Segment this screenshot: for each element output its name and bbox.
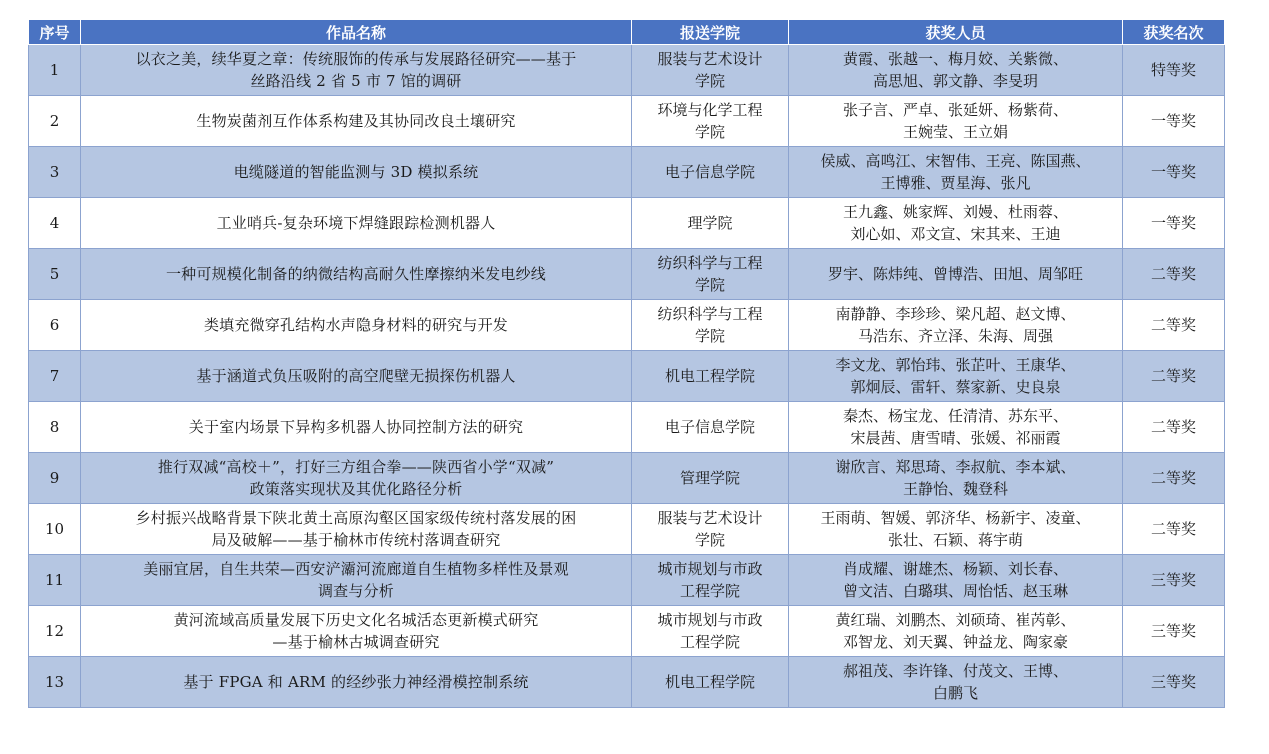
cell-title-text: 黄河流域高质量发展下历史文化名城活态更新模式研究 —基于榆林古城调查研究 (173, 611, 539, 651)
cell-rank (1123, 504, 1225, 555)
cell-title (81, 606, 632, 657)
cell-members (789, 45, 1123, 96)
cell-members-text: 郝祖茂、李许锋、付茂文、王博、 白鹏飞 (842, 662, 1068, 702)
cell-college-text: 城市规划与市政 工程学院 (657, 560, 763, 600)
cell-title-text: 一种可规模化制备的纳微结构高耐久性摩擦纳米发电纱线 (165, 265, 546, 283)
cell-rank (1123, 45, 1225, 96)
header-title: 作品名称 (81, 20, 632, 45)
cell-college (632, 249, 789, 300)
cell-title-text: 工业哨兵-复杂环境下焊缝跟踪检测机器人 (216, 214, 496, 232)
cell-members (789, 249, 1123, 300)
cell-rank-text: 特等奖 (1150, 61, 1196, 79)
cell-members-text: 黄红瑞、刘鹏杰、刘硕琦、崔芮彰、 邓智龙、刘天翼、钟益龙、陶家豪 (835, 611, 1076, 651)
cell-college (632, 453, 789, 504)
cell-college (632, 96, 789, 147)
cell-rank (1123, 657, 1225, 708)
cell-rank-text: 三等奖 (1150, 571, 1196, 589)
cell-rank (1123, 351, 1225, 402)
cell-rank (1123, 147, 1225, 198)
cell-title (81, 198, 632, 249)
cell-num (29, 96, 81, 147)
cell-college-text: 服装与艺术设计 学院 (657, 509, 763, 549)
cell-title-text: 以衣之美，续华夏之章：传统服饰的传承与发展路径研究——基于 丝路沿线 2 省 5 市 7 馆的调研 (135, 50, 577, 90)
table-row (29, 555, 1225, 606)
cell-rank (1123, 555, 1225, 606)
cell-title (81, 96, 632, 147)
cell-college-text: 机电工程学院 (664, 367, 755, 385)
table-row (29, 657, 1225, 708)
cell-title-text: 乡村振兴战略背景下陕北黄土高原沟壑区国家级传统村落发展的困 局及破解——基于榆林市传统村落调查研究 (135, 509, 577, 549)
cell-title (81, 249, 632, 300)
cell-college-text: 机电工程学院 (664, 673, 755, 691)
cell-rank-text: 三等奖 (1150, 673, 1196, 691)
cell-title (81, 555, 632, 606)
cell-college-text: 环境与化学工程 学院 (657, 101, 763, 141)
table-body (29, 45, 1225, 708)
cell-members (789, 657, 1123, 708)
cell-college-text: 城市规划与市政 工程学院 (657, 611, 763, 651)
cell-college (632, 351, 789, 402)
cell-num-text: 5 (49, 265, 60, 283)
table-row (29, 198, 1225, 249)
cell-college-text: 管理学院 (679, 469, 740, 487)
table-row (29, 606, 1225, 657)
cell-rank-text: 二等奖 (1150, 316, 1196, 334)
cell-num-text: 8 (49, 418, 60, 436)
cell-title (81, 300, 632, 351)
cell-num (29, 351, 81, 402)
cell-members-text: 李文龙、郭怡玮、张芷叶、王康华、 郭炯辰、雷轩、蔡家新、史良泉 (835, 356, 1076, 396)
cell-num-text: 13 (44, 673, 65, 691)
cell-members-text: 张子言、严卓、张延妍、杨紫荷、 王婉莹、王立娟 (842, 101, 1068, 141)
cell-members (789, 453, 1123, 504)
cell-num (29, 198, 81, 249)
cell-rank-text: 一等奖 (1150, 112, 1196, 130)
cell-members (789, 198, 1123, 249)
cell-title-text: 关于室内场景下异构多机器人协同控制方法的研究 (188, 418, 524, 436)
cell-college (632, 147, 789, 198)
cell-num (29, 555, 81, 606)
cell-rank (1123, 198, 1225, 249)
header-college: 报送学院 (632, 20, 789, 45)
cell-rank (1123, 249, 1225, 300)
cell-rank (1123, 606, 1225, 657)
cell-college-text: 服装与艺术设计 学院 (657, 50, 763, 90)
cell-members-text: 秦杰、杨宝龙、任清清、苏东平、 宋晨茜、唐雪晴、张媛、祁丽霞 (842, 407, 1068, 447)
table-row (29, 453, 1225, 504)
cell-college (632, 198, 789, 249)
cell-rank-text: 一等奖 (1150, 163, 1196, 181)
cell-college-text: 电子信息学院 (664, 163, 755, 181)
cell-title (81, 504, 632, 555)
cell-num-text: 9 (49, 469, 60, 487)
cell-college (632, 300, 789, 351)
table-row (29, 504, 1225, 555)
cell-college-text: 电子信息学院 (664, 418, 755, 436)
cell-num-text: 7 (49, 367, 60, 385)
cell-members-text: 南静静、李珍珍、梁凡超、赵文博、 马浩东、齐立泽、朱海、周强 (835, 305, 1076, 345)
cell-members-text: 肖成耀、谢雄杰、杨颖、刘长春、 曾文洁、白璐琪、周怡恬、赵玉琳 (842, 560, 1068, 600)
cell-title (81, 657, 632, 708)
cell-college-text: 理学院 (687, 214, 733, 232)
cell-title (81, 402, 632, 453)
cell-title (81, 351, 632, 402)
cell-members (789, 96, 1123, 147)
cell-title (81, 45, 632, 96)
cell-num (29, 249, 81, 300)
awards-table (28, 19, 1225, 708)
cell-rank (1123, 96, 1225, 147)
cell-rank (1123, 402, 1225, 453)
cell-members-text: 王雨萌、智媛、郭济华、杨新宇、凌童、 张壮、石颖、蒋宇萌 (820, 509, 1091, 549)
cell-members-text: 黄霞、张越一、梅月姣、关紫微、 高思旭、郭文静、李旻玥 (842, 50, 1068, 90)
cell-num (29, 147, 81, 198)
cell-rank-text: 二等奖 (1150, 520, 1196, 538)
cell-college (632, 555, 789, 606)
table-row (29, 147, 1225, 198)
cell-rank (1123, 300, 1225, 351)
cell-rank-text: 三等奖 (1150, 622, 1196, 640)
cell-title-text: 美丽宜居，自生共荣—西安浐灞河流廊道自生植物多样性及景观 调查与分析 (143, 560, 569, 600)
cell-title-text: 类填充微穿孔结构水声隐身材料的研究与开发 (203, 316, 508, 334)
cell-num (29, 504, 81, 555)
cell-rank-text: 一等奖 (1150, 214, 1196, 232)
cell-rank-text: 二等奖 (1150, 265, 1196, 283)
cell-rank-text: 二等奖 (1150, 367, 1196, 385)
cell-num-text: 4 (49, 214, 60, 232)
cell-title-text: 基于 FPGA 和 ARM 的经纱张力神经滑模控制系统 (183, 673, 529, 691)
cell-members-text: 侯威、高鸣江、宋智伟、王亮、陈国燕、 王博雅、贾星海、张凡 (820, 152, 1091, 192)
cell-members (789, 606, 1123, 657)
header-row (29, 20, 1225, 45)
cell-members-text: 王九鑫、姚家辉、刘嫚、杜雨蓉、 刘心如、邓文宣、宋其来、王迪 (842, 203, 1068, 243)
header-members: 获奖人员 (789, 20, 1123, 45)
cell-num (29, 606, 81, 657)
cell-college (632, 657, 789, 708)
cell-college (632, 504, 789, 555)
cell-rank-text: 二等奖 (1150, 418, 1196, 436)
table-row (29, 300, 1225, 351)
header-num: 序号 (29, 20, 81, 45)
cell-members-text: 罗宇、陈炜纯、曾博浩、田旭、周邹旺 (827, 265, 1083, 283)
cell-num-text: 1 (49, 61, 60, 79)
cell-title (81, 453, 632, 504)
cell-num (29, 657, 81, 708)
table-header (29, 20, 1225, 45)
cell-num-text: 2 (49, 112, 60, 130)
cell-title-text: 生物炭菌剂互作体系构建及其协同改良土壤研究 (196, 112, 516, 130)
cell-members (789, 300, 1123, 351)
table-row (29, 402, 1225, 453)
cell-rank-text: 二等奖 (1150, 469, 1196, 487)
cell-college (632, 606, 789, 657)
cell-num-text: 3 (49, 163, 60, 181)
cell-members-text: 谢欣言、郑思琦、李叔航、李本斌、 王静怡、魏登科 (835, 458, 1076, 498)
cell-college-text: 纺织科学与工程 学院 (657, 305, 763, 345)
cell-members (789, 147, 1123, 198)
table-row (29, 351, 1225, 402)
cell-college (632, 402, 789, 453)
cell-members (789, 402, 1123, 453)
cell-num (29, 453, 81, 504)
cell-title-text: 推行双减“高校＋”，打好三方组合拳——陕西省小学“双减” 政策落实现状及其优化路径分析 (157, 458, 555, 498)
cell-members (789, 504, 1123, 555)
cell-num (29, 300, 81, 351)
cell-title-text: 基于涵道式负压吸附的高空爬壁无损探伤机器人 (196, 367, 516, 385)
cell-num (29, 402, 81, 453)
cell-rank (1123, 453, 1225, 504)
table-row (29, 249, 1225, 300)
cell-title (81, 147, 632, 198)
cell-num (29, 45, 81, 96)
cell-num-text: 6 (49, 316, 60, 334)
table-row (29, 96, 1225, 147)
table-row (29, 45, 1225, 96)
cell-college (632, 45, 789, 96)
cell-members (789, 351, 1123, 402)
cell-title-text: 电缆隧道的智能监测与 3D 模拟系统 (233, 163, 479, 181)
header-rank: 获奖名次 (1123, 20, 1225, 45)
cell-num-text: 11 (44, 571, 65, 589)
cell-num-text: 10 (44, 520, 65, 538)
cell-members (789, 555, 1123, 606)
cell-num-text: 12 (44, 622, 65, 640)
cell-college-text: 纺织科学与工程 学院 (657, 254, 763, 294)
